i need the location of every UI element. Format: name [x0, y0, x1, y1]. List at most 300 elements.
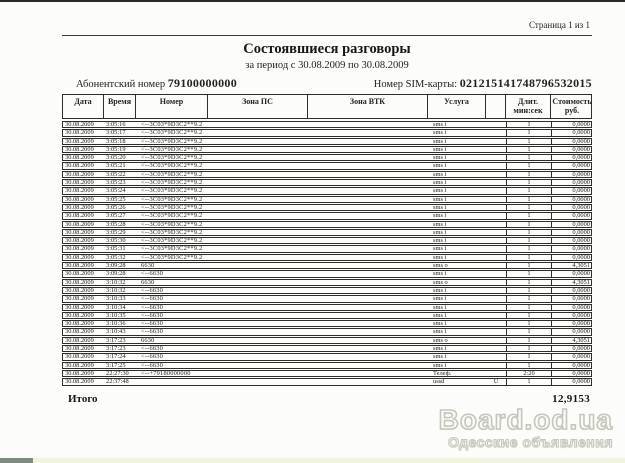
table-row — [62, 328, 592, 335]
cell-time: 3:05:17 — [106, 130, 126, 136]
cell-time: 3:17:23 — [106, 337, 126, 344]
table-row — [62, 370, 592, 377]
cell-number: <--6630 — [141, 296, 164, 302]
cell-duration: 1 — [506, 288, 551, 293]
cell-number: <--3C03*9D3C2**9.2 — [141, 246, 203, 252]
cell-duration: 1 — [506, 321, 551, 326]
cell-service: sms i — [433, 122, 447, 128]
watermark-tagline: Одесские объявления — [448, 434, 613, 450]
cell-zone-vtk — [308, 197, 428, 202]
table-row — [62, 353, 592, 360]
cell-date: 30.08.2009 — [65, 122, 94, 128]
cell-time: 3:05:31 — [106, 246, 126, 252]
table-row — [62, 138, 592, 145]
column-header-2: Номер — [136, 95, 208, 118]
cell-cost: 4,3051 — [551, 280, 593, 285]
cell-duration: 1 — [506, 271, 551, 276]
cell-cost: 0,0000 — [551, 213, 593, 218]
cell-cost: 0,0000 — [551, 288, 593, 293]
cell-zone-vtk — [308, 246, 428, 251]
account-line — [62, 77, 592, 91]
page-title: Состоявшиеся разговоры — [243, 41, 411, 57]
cell-time: 3:05:18 — [106, 138, 126, 144]
cell-duration: 1 — [506, 263, 551, 268]
cell-cost: 0,0000 — [551, 354, 593, 359]
cell-service: sms i — [433, 146, 447, 153]
table-row — [62, 146, 592, 153]
cell-zone-ps — [208, 238, 308, 243]
column-header-0: Дата — [63, 95, 104, 118]
cell-duration: 1 — [506, 354, 551, 359]
cell-duration: 1 — [506, 122, 551, 127]
cell-date: 30.08.2009 — [65, 188, 94, 194]
table-row — [62, 295, 592, 302]
cell-date: 30.08.2009 — [65, 370, 94, 377]
cell-number: <--3C03*9D3C2**9.2 — [141, 188, 203, 194]
cell-zone-vtk — [308, 155, 428, 160]
cell-date: 30.08.2009 — [65, 379, 94, 385]
cell-zone-vtk — [308, 379, 428, 384]
subscriber-number-value: 79100000000 — [167, 76, 238, 90]
cell-date: 30.08.2009 — [65, 337, 94, 344]
cell-flag — [486, 180, 506, 185]
cell-cost: 0,0000 — [551, 230, 593, 235]
cell-number: <--3C03*9D3C2**9.2 — [141, 221, 203, 227]
cell-cost: 4,3051 — [551, 338, 593, 343]
cell-flag — [486, 205, 506, 210]
cell-zone-vtk — [308, 147, 428, 152]
cell-service: sms o — [433, 279, 448, 285]
cell-service: sms i — [433, 312, 447, 319]
cell-flag: U — [493, 379, 499, 385]
cell-number: <--3C03*9D3C2**9.2 — [141, 130, 203, 136]
cell-date: 30.08.2009 — [65, 155, 94, 161]
cell-cost: 0,0000 — [551, 155, 593, 160]
cell-duration: 1 — [506, 230, 551, 235]
cell-zone-vtk — [308, 172, 428, 177]
cell-duration: 1 — [506, 180, 551, 185]
cell-number: <--3C03*9D3C2**9.2 — [141, 163, 203, 169]
cell-zone-vtk — [308, 288, 428, 293]
cell-time: 3:10:35 — [106, 312, 126, 319]
table-row — [62, 345, 592, 352]
cell-service: sms i — [433, 204, 447, 211]
column-header-8: Стоимость руб. — [552, 97, 592, 115]
cell-date: 30.08.2009 — [65, 246, 94, 252]
cell-time: 3:10:34 — [106, 304, 126, 310]
cell-zone-ps — [208, 371, 308, 376]
page-indicator: Страница 1 из 1 — [529, 20, 590, 30]
cell-date: 30.08.2009 — [65, 196, 94, 202]
cell-flag — [486, 230, 506, 235]
cell-time: 3:09:28 — [106, 263, 126, 269]
watermark-brand: Board.od.ua — [438, 404, 613, 435]
cell-service: sms i — [433, 180, 447, 186]
cell-cost: 0,0000 — [551, 346, 593, 351]
cell-duration: 1 — [506, 379, 551, 384]
cell-flag — [486, 271, 506, 276]
cell-zone-ps — [208, 346, 308, 351]
cell-zone-ps — [208, 122, 308, 127]
cell-time: 22:37:48 — [106, 379, 129, 385]
cell-number: <--6630 — [141, 362, 164, 368]
column-header-6 — [486, 95, 506, 118]
column-header-5: Услуга — [428, 95, 486, 118]
cell-zone-vtk — [308, 139, 428, 144]
table-row — [62, 320, 592, 327]
cell-flag — [486, 188, 506, 193]
cell-date: 30.08.2009 — [65, 279, 94, 285]
cell-time: 3:05:20 — [106, 155, 126, 161]
cell-date: 30.08.2009 — [65, 180, 94, 186]
cell-cost: 0,0000 — [551, 205, 593, 210]
cell-zone-ps — [208, 139, 308, 144]
cell-number: <--3C03*9D3C2**9.2 — [141, 213, 203, 219]
cell-zone-ps — [208, 255, 308, 260]
cell-date: 30.08.2009 — [65, 321, 94, 327]
cell-zone-vtk — [308, 296, 428, 301]
cell-service: sms i — [433, 321, 447, 327]
cell-zone-ps — [208, 379, 308, 384]
cell-time: 3:05:23 — [106, 180, 126, 186]
calls-table-header — [62, 94, 592, 119]
cell-cost: 0,0000 — [551, 313, 593, 318]
cell-zone-vtk — [308, 321, 428, 326]
cell-service: sms i — [433, 254, 447, 261]
cell-zone-ps — [208, 147, 308, 152]
cell-zone-vtk — [308, 255, 428, 260]
cell-date: 30.08.2009 — [65, 130, 94, 136]
cell-service: sms i — [433, 287, 447, 294]
cell-duration: 1 — [506, 163, 551, 168]
cell-flag — [486, 371, 506, 376]
cell-flag — [486, 122, 506, 127]
cell-flag — [486, 313, 506, 318]
cell-zone-vtk — [308, 122, 428, 127]
cell-zone-ps — [208, 329, 308, 334]
cell-flag — [486, 321, 506, 326]
bottom-strip-left-segment — [0, 458, 33, 463]
cell-cost: 0,0000 — [551, 188, 593, 193]
cell-zone-ps — [208, 296, 308, 301]
cell-cost: 0,0000 — [551, 371, 593, 376]
cell-time: 3:05:16 — [106, 122, 126, 128]
cell-number: <--6630 — [141, 304, 164, 310]
cell-cost: 0,0000 — [551, 180, 593, 185]
cell-duration: 1 — [506, 363, 551, 368]
cell-zone-ps — [208, 338, 308, 343]
cell-service: sms i — [433, 188, 447, 194]
table-row — [62, 312, 592, 319]
cell-service: sms i — [433, 354, 447, 360]
sim-number-value: 021215141748796532015 — [459, 76, 592, 90]
cell-date: 30.08.2009 — [65, 238, 94, 244]
cell-time: 3:10:32 — [106, 279, 126, 285]
cell-number: <--3C03*9D3C2**9.2 — [141, 122, 203, 128]
cell-time: 3:05:24 — [106, 188, 126, 194]
table-row — [62, 221, 592, 228]
cell-time: 3:05:21 — [106, 163, 126, 169]
cell-number: <--3C03*9D3C2**9.2 — [141, 171, 203, 178]
cell-service: sms i — [433, 171, 447, 178]
cell-zone-ps — [208, 305, 308, 310]
cell-flag — [486, 296, 506, 301]
cell-cost: 0,0000 — [551, 139, 593, 144]
cell-zone-vtk — [308, 205, 428, 210]
cell-cost: 0,0000 — [551, 305, 593, 310]
cell-flag — [486, 197, 506, 202]
table-row — [62, 154, 592, 161]
cell-duration: 1 — [506, 213, 551, 218]
cell-zone-ps — [208, 288, 308, 293]
cell-time: 3:10:36 — [106, 321, 126, 327]
cell-duration: 1 — [506, 238, 551, 243]
total-label: Итого — [68, 392, 98, 405]
cell-time: 3:17:24 — [106, 354, 126, 360]
cell-date: 30.08.2009 — [65, 346, 94, 352]
cell-service: sms i — [433, 221, 447, 227]
cell-service: sms o — [433, 337, 448, 344]
cell-zone-ps — [208, 280, 308, 285]
cell-service: sms i — [433, 196, 447, 202]
cell-duration: 1 — [506, 296, 551, 301]
cell-service: sms o — [433, 263, 448, 269]
cell-number: <--3C03*9D3C2**9.2 — [141, 238, 203, 244]
cell-cost: 0,0000 — [551, 222, 593, 227]
cell-duration: 1 — [506, 139, 551, 144]
cell-date: 30.08.2009 — [65, 204, 94, 211]
cell-zone-vtk — [308, 130, 428, 135]
table-row — [62, 196, 592, 203]
cell-flag — [486, 338, 506, 343]
cell-time: 3:05:27 — [106, 213, 126, 219]
cell-number: <--3C03*9D3C2**9.2 — [141, 196, 203, 202]
cell-zone-ps — [208, 363, 308, 368]
cell-cost: 0,0000 — [551, 255, 593, 260]
cell-zone-vtk — [308, 363, 428, 368]
cell-cost: 0,0000 — [551, 197, 593, 202]
watermark — [439, 406, 613, 450]
cell-time: 3:05:32 — [106, 254, 126, 261]
cell-time: 3:17:25 — [106, 362, 126, 368]
cell-duration: 1 — [506, 280, 551, 285]
calls-table-body — [62, 121, 592, 386]
cell-duration: 1 — [506, 346, 551, 351]
cell-service: sms i — [433, 246, 447, 252]
cell-service: sms i — [433, 130, 447, 136]
cell-time: 3:05:30 — [106, 238, 126, 244]
cell-cost: 0,0000 — [551, 379, 593, 384]
cell-service: sms i — [433, 163, 447, 169]
cell-cost: 0,0000 — [551, 271, 593, 276]
cell-zone-vtk — [308, 313, 428, 318]
cell-duration: 1 — [506, 255, 551, 260]
cell-cost: 0,0000 — [551, 163, 593, 168]
cell-time: 3:10:32 — [106, 287, 126, 294]
cell-time: 3:09:28 — [106, 271, 126, 277]
cell-cost: 0,0000 — [551, 122, 593, 127]
cell-number: <--6630 — [141, 271, 164, 277]
cell-time: 3:05:28 — [106, 221, 126, 227]
cell-duration: 1 — [506, 147, 551, 152]
cell-zone-vtk — [308, 230, 428, 235]
cell-flag — [486, 354, 506, 359]
cell-date: 30.08.2009 — [65, 312, 94, 319]
cell-service: sms i — [433, 271, 447, 277]
cell-number: <--6630 — [141, 321, 164, 327]
table-row — [62, 162, 592, 169]
cell-zone-vtk — [308, 180, 428, 185]
cell-zone-ps — [208, 271, 308, 276]
cell-service: sms i — [433, 304, 447, 310]
cell-time: 3:10:43 — [106, 329, 126, 335]
cell-time: 3:05:22 — [106, 171, 126, 178]
cell-zone-vtk — [308, 329, 428, 334]
header-rule — [62, 35, 592, 36]
cell-time: 3:17:23 — [106, 346, 126, 352]
cell-cost: 0,0000 — [551, 147, 593, 152]
subscriber-number-label: Абонентский номер — [76, 79, 166, 90]
cell-flag — [486, 255, 506, 260]
cell-zone-ps — [208, 354, 308, 359]
cell-duration: 1 — [506, 155, 551, 160]
cell-cost: 4,3051 — [551, 263, 593, 268]
cell-duration: 1 — [506, 188, 551, 193]
table-row — [62, 362, 592, 369]
table-row — [62, 279, 592, 286]
table-row — [62, 304, 592, 311]
cell-zone-vtk — [308, 354, 428, 359]
cell-cost: 0,0000 — [551, 329, 593, 334]
cell-number: <--6630 — [141, 287, 164, 294]
cell-number: <--6630 — [141, 312, 164, 319]
cell-flag — [486, 305, 506, 310]
table-row — [62, 171, 592, 178]
cell-flag — [486, 280, 506, 285]
bottom-strip — [0, 458, 625, 463]
cell-flag — [486, 346, 506, 351]
cell-time: 3:10:33 — [106, 296, 126, 302]
cell-number: <--3C03*9D3C2**9.2 — [141, 138, 203, 144]
cell-date: 30.08.2009 — [65, 304, 94, 310]
cell-cost: 0,0000 — [551, 246, 593, 251]
cell-time: 3:05:19 — [106, 146, 126, 153]
cell-date: 30.08.2009 — [65, 163, 94, 169]
cell-cost: 0,0000 — [551, 363, 593, 368]
cell-zone-vtk — [308, 280, 428, 285]
period-subtitle: за период с 30.08.2009 по 30.08.2009 — [245, 60, 409, 71]
cell-flag — [486, 155, 506, 160]
cell-zone-ps — [208, 313, 308, 318]
cell-date: 30.08.2009 — [65, 138, 94, 144]
cell-flag — [486, 130, 506, 135]
cell-time: 3:05:25 — [106, 196, 126, 202]
cell-date: 30.08.2009 — [65, 221, 94, 227]
cell-date: 30.08.2009 — [65, 296, 94, 302]
table-row — [62, 187, 592, 194]
document-content — [62, 20, 592, 405]
cell-date: 30.08.2009 — [65, 263, 94, 269]
cell-number: <--3C03*9D3C2**9.2 — [141, 204, 203, 211]
cell-duration: 1 — [506, 205, 551, 210]
cell-number — [136, 379, 208, 384]
table-row — [62, 237, 592, 244]
cell-flag — [486, 363, 506, 368]
cell-cost: 0,0000 — [551, 321, 593, 326]
total-line — [62, 393, 592, 405]
cell-zone-vtk — [308, 271, 428, 276]
cell-service: sms i — [433, 296, 447, 302]
cell-service: sms i — [433, 229, 447, 236]
cell-date: 30.08.2009 — [65, 271, 94, 277]
cell-zone-ps — [208, 130, 308, 135]
column-header-1: Время — [104, 95, 136, 118]
cell-flag — [486, 329, 506, 334]
cell-service: Телеф. — [433, 370, 452, 377]
cell-flag — [486, 288, 506, 293]
cell-date: 30.08.2009 — [65, 229, 94, 236]
column-header-3: Зона ПС — [208, 95, 308, 118]
column-header-4: Зона ВТК — [308, 95, 428, 118]
cell-date: 30.08.2009 — [65, 287, 94, 294]
cell-duration: 1 — [506, 197, 551, 202]
cell-flag — [486, 172, 506, 177]
cell-flag — [486, 263, 506, 268]
cell-number: <--3C03*9D3C2**9.2 — [141, 146, 203, 153]
cell-duration: 1 — [506, 305, 551, 310]
cell-cost: 0,0000 — [551, 296, 593, 301]
cell-service: sms i — [433, 213, 447, 219]
table-row — [62, 378, 592, 385]
cell-zone-vtk — [308, 238, 428, 243]
cell-zone-vtk — [308, 371, 428, 376]
cell-flag — [486, 147, 506, 152]
cell-date: 30.08.2009 — [65, 146, 94, 153]
cell-zone-ps — [208, 321, 308, 326]
cell-duration: 2:20 — [506, 371, 551, 376]
cell-date: 30.08.2009 — [65, 213, 94, 219]
cell-zone-vtk — [308, 222, 428, 227]
cell-zone-vtk — [308, 263, 428, 268]
cell-number: <--3C03*9D3C2**9.2 — [141, 180, 203, 186]
cell-zone-vtk — [308, 305, 428, 310]
cell-flag — [486, 222, 506, 227]
cell-service: sms i — [433, 155, 447, 161]
cell-date: 30.08.2009 — [65, 329, 94, 335]
cell-cost: 0,0000 — [551, 130, 593, 135]
cell-number: <--6630 — [141, 329, 164, 335]
cell-duration: 1 — [506, 172, 551, 177]
cell-zone-ps — [208, 213, 308, 218]
cell-zone-vtk — [308, 188, 428, 193]
cell-zone-ps — [208, 172, 308, 177]
cell-time: 3:05:26 — [106, 204, 126, 211]
cell-zone-ps — [208, 188, 308, 193]
cell-date: 30.08.2009 — [65, 171, 94, 178]
cell-duration: 1 — [506, 246, 551, 251]
cell-date: 30.08.2009 — [65, 362, 94, 368]
table-row — [62, 287, 592, 294]
cell-zone-ps — [208, 180, 308, 185]
table-row — [62, 245, 592, 252]
cell-time: 22:27:30 — [106, 370, 129, 377]
total-value: 12,9153 — [552, 392, 590, 405]
table-row — [62, 179, 592, 186]
cell-flag — [486, 213, 506, 218]
cell-service: sms i — [433, 346, 447, 352]
top-border-line — [0, 0, 625, 2]
sim-number-label: Номер SIM-карты: — [373, 79, 458, 90]
